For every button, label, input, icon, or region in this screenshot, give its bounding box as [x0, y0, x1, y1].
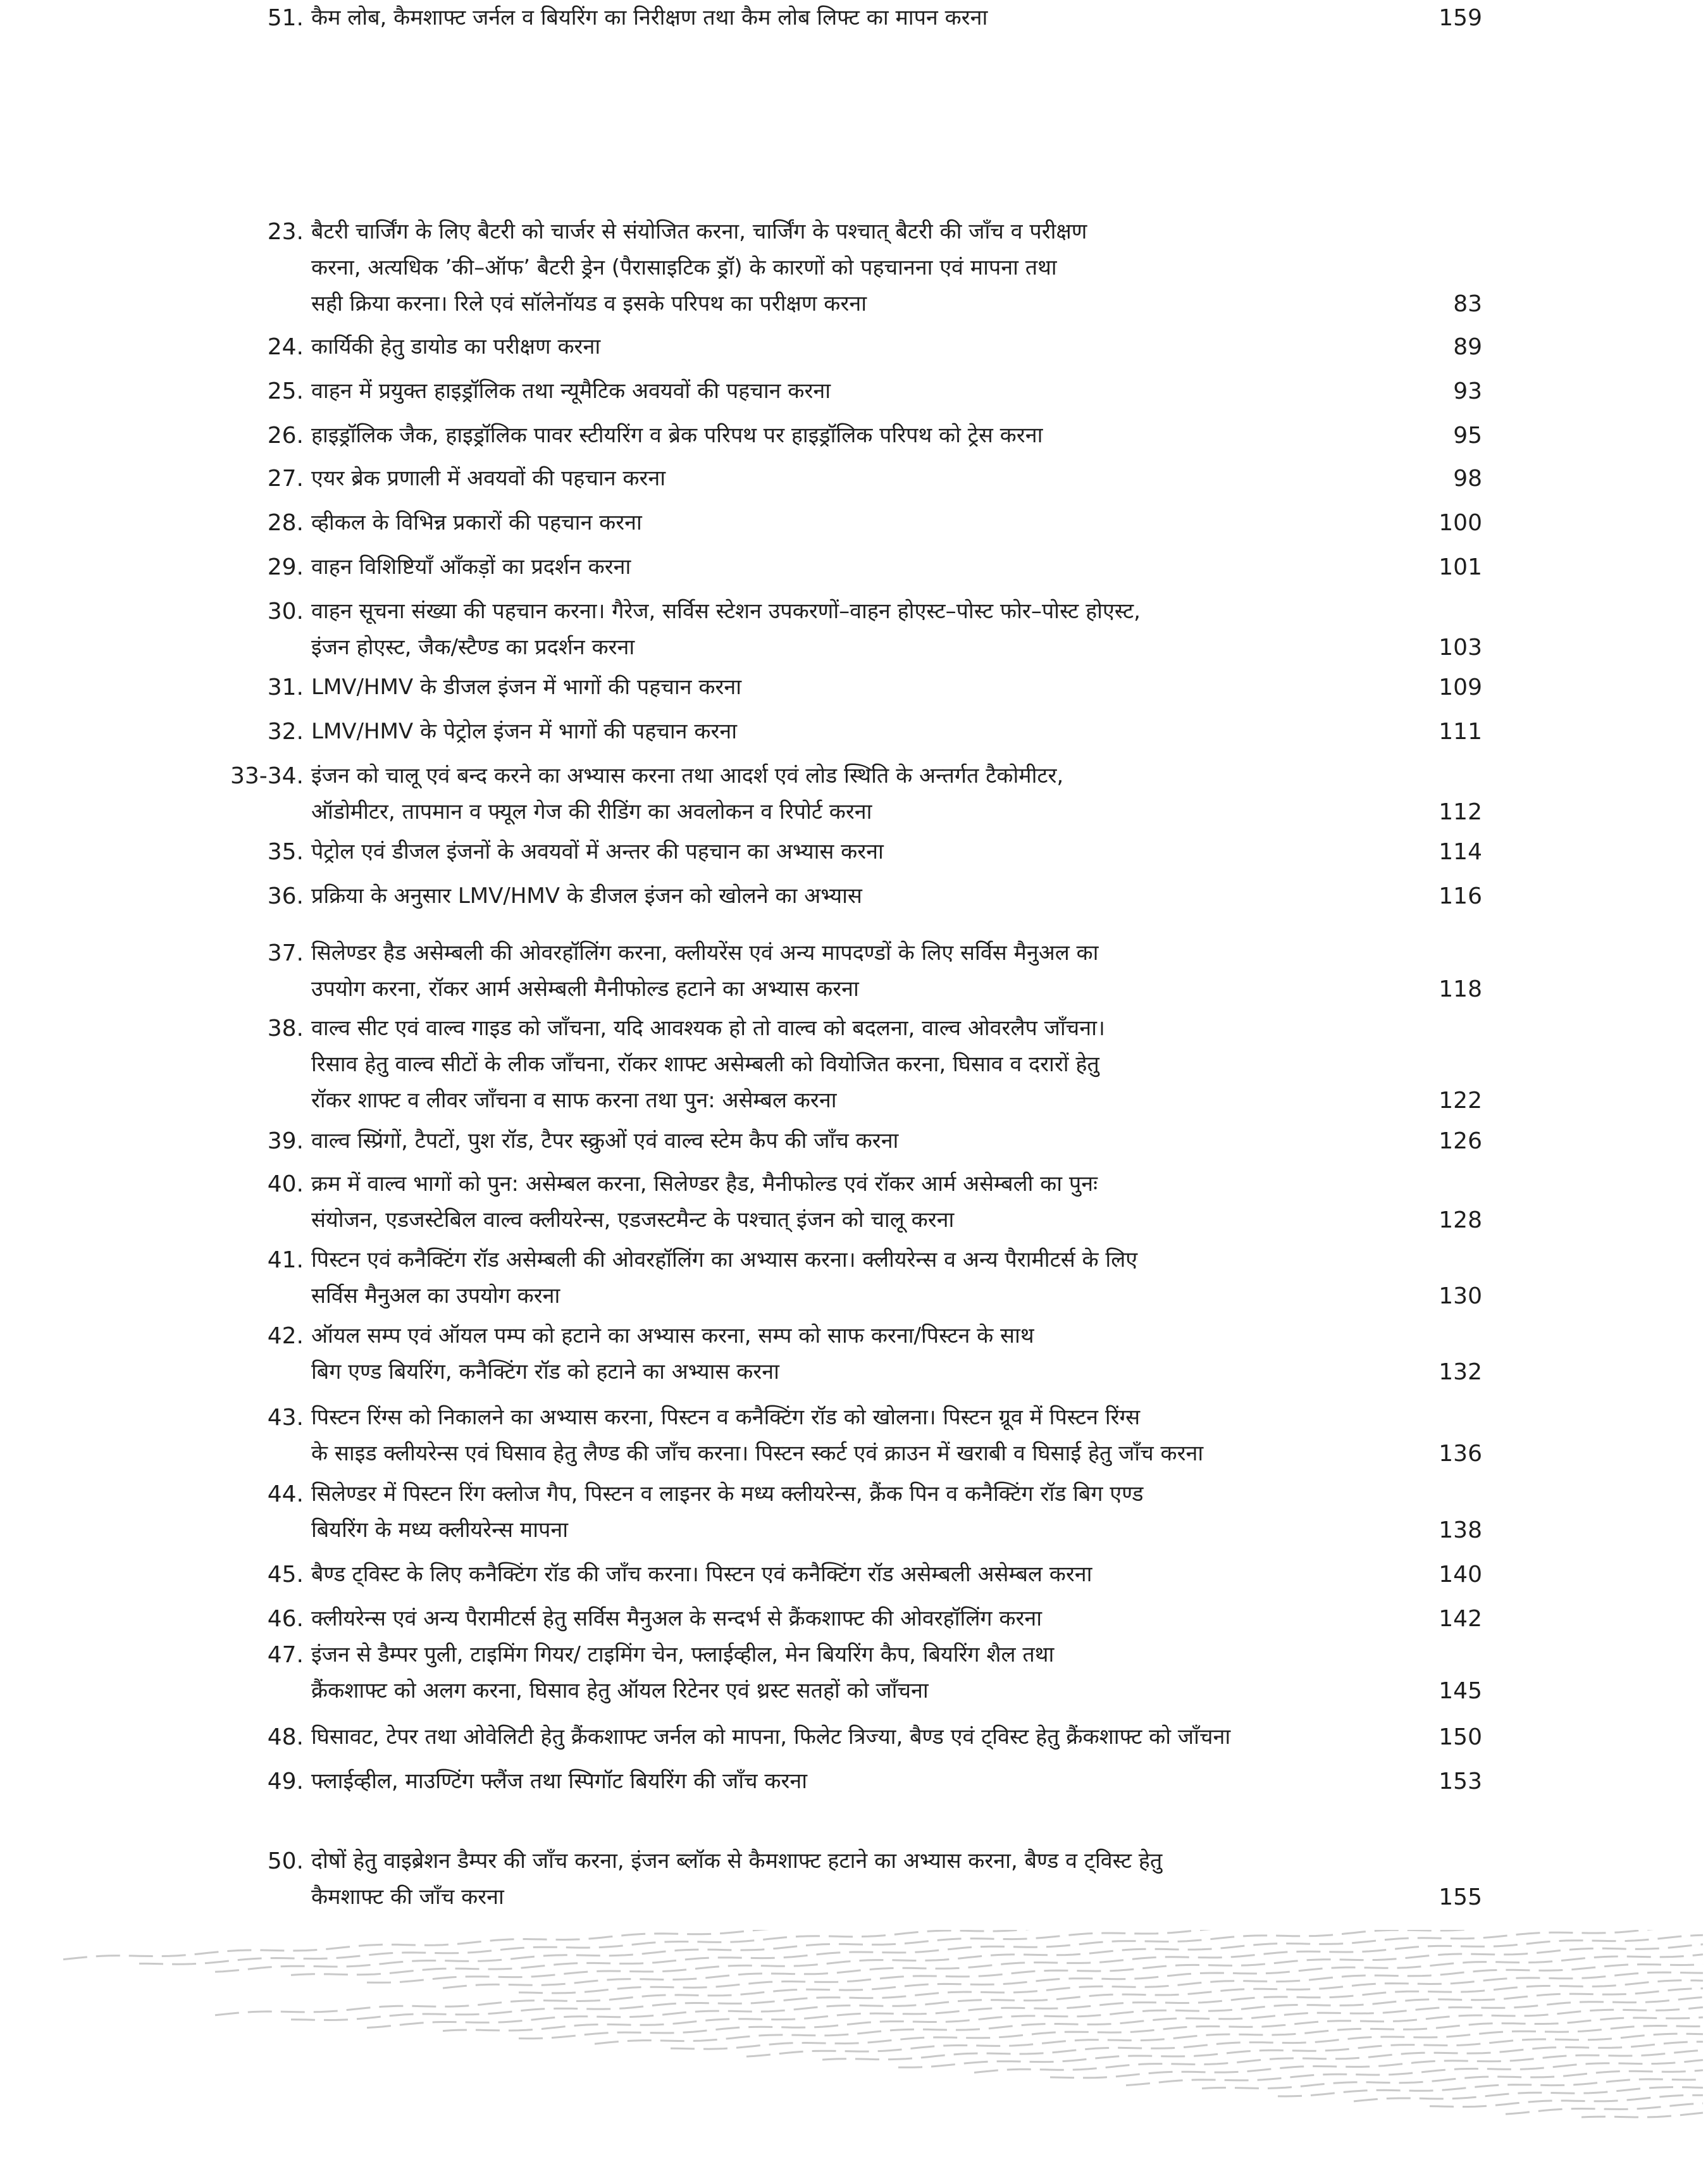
decorative-wave-line: [291, 1964, 1703, 2020]
entry-page-number: 140: [1439, 1562, 1482, 1588]
entry-title-line: के साइड क्लीयरेन्स एवं घिसाव हेतु लैण्ड की जाँच करना। पिस्टन स्कर्ट एवं क्राउन में खराबी व घिसाई हेतु जाँच करना: [311, 1441, 1204, 1466]
entry-title-line: सर्विस मैनुअल का उपयोग करना: [311, 1283, 560, 1309]
decorative-wave-line: [215, 1930, 1703, 1972]
entry-title-line: वाहन में प्रयुक्त हाइड्रॉलिक तथा न्यूमैटिक अवयवों की पहचान करना: [311, 378, 831, 404]
entry-number: 35.: [267, 839, 304, 865]
entry-number: 51.: [267, 5, 304, 31]
entry-page-number: 98: [1453, 466, 1482, 492]
entry-number: 33-34.: [230, 763, 304, 789]
decorative-wave-line: [367, 1930, 1703, 1982]
entry-title-line: बैण्ड ट्विस्ट के लिए कनैक्टिंग रॉड की जाँच करना। पिस्टन एवं कनैक्टिंग रॉड असेम्बली असेम्बल करना: [311, 1562, 1092, 1587]
entry-title: [311, 1011, 1437, 1119]
entry-number: 36.: [267, 883, 304, 909]
decorative-wave-line: [746, 2017, 1703, 2056]
entry-title-line: इंजन से डैम्पर पुली, टाइमिंग गियर/ टाइमिंग चेन, फ्लाईव्हील, मेन बियरिंग कैप, बियरिंग शैल तथा: [311, 1642, 1055, 1667]
entry-number: 41.: [267, 1247, 304, 1273]
entry-page-number: 122: [1439, 1088, 1482, 1114]
entry-title: [311, 1166, 1437, 1238]
entry-page-number: 103: [1439, 635, 1482, 661]
entry-title: [311, 594, 1437, 666]
entry-number: 45.: [267, 1562, 304, 1588]
entry-page-number: 89: [1453, 334, 1482, 360]
entry-page-number: 100: [1439, 510, 1482, 536]
entry-number: 27.: [267, 466, 304, 492]
entry-title-line: सही क्रिया करना। रिले एवं सॉलेनॉयड व इसके परिपथ का परीक्षण करना: [311, 291, 867, 316]
entry-page-number: 142: [1439, 1606, 1482, 1632]
entry-title-line: वाल्व सीट एवं वाल्व गाइड को जाँचना, यदि आवश्यक हो तो वाल्व को बदलना, वाल्व ओवरलैप जाँचना।: [311, 1016, 1105, 1041]
entry-title: [311, 1476, 1437, 1548]
entry-title-line: प्रक्रिया के अनुसार LMV/HMV के डीजल इंजन को खोलने का अभ्यास: [311, 883, 862, 909]
entry-title-line: करना, अत्यधिक ’की–ऑफ’ बैटरी ड्रेन (पैरासाइटिक ड्रॉ) के कारणों को पहचानना एवं मापना तथा: [311, 255, 1057, 280]
entry-title-line: हाइड्रॉलिक जैक, हाइड्रॉलिक पावर स्टीयरिंग व ब्रेक परिपथ पर हाइड्रॉलिक परिपथ को ट्रेस करना: [311, 423, 1043, 448]
entry-page-number: 83: [1453, 291, 1482, 317]
entry-title-line: क्रैंकशाफ्ट को अलग करना, घिसाव हेतु ऑयल रिटेनर एवं थ्रस्ट सतहों को जाँचना: [311, 1678, 929, 1703]
entry-title: [311, 1400, 1437, 1472]
entry-title-line: बियरिंग के मध्य क्लीयरेन्स मापना: [311, 1517, 569, 1543]
entry-title-line: पिस्टन रिंग्स को निकालने का अभ्यास करना, पिस्टन व कनैक्टिंग रॉड को खोलना। पिस्टन ग्रूव में पिस्टन रिंग्स: [311, 1405, 1141, 1430]
entry-title: [311, 505, 1437, 541]
decorative-wave-line: [1354, 2087, 1703, 2101]
entry-title: [311, 1123, 1437, 1159]
entry-number: 26.: [267, 423, 304, 449]
entry-page-number: 95: [1453, 423, 1482, 449]
entry-title-line: कार्यिकी हेतु डायोड का परीक्षण करना: [311, 334, 601, 359]
entry-number: 29.: [267, 554, 304, 580]
entry-title-line: रॉकर शाफ्ट व लीवर जाँचना व साफ करना तथा पुन: असेम्बल करना: [311, 1088, 837, 1113]
entry-page-number: 132: [1439, 1359, 1482, 1385]
entry-number: 31.: [267, 675, 304, 700]
entry-page-number: 114: [1439, 839, 1482, 865]
decorative-wave-line: [595, 1997, 1703, 2044]
entry-page-number: 111: [1439, 719, 1482, 745]
entry-title: [311, 669, 1437, 706]
entry-title: [311, 0, 1437, 36]
entry-title: [311, 1557, 1437, 1593]
entry-title-line: इंजन को चालू एवं बन्द करने का अभ्यास करना तथा आदर्श एवं लोड स्थिति के अन्तर्गत टैकोमीटर,: [311, 763, 1064, 788]
entry-title: [311, 549, 1437, 585]
decorative-wave-line: [822, 2026, 1703, 2060]
entry-title-line: ऑडोमीटर, तापमान व फ्यूल गेज की रीडिंग का अवलोकन व रिपोर्ट करना: [311, 799, 872, 824]
entry-page-number: 136: [1439, 1441, 1482, 1467]
entry-title-line: घिसावट, टेपर तथा ओवेलिटी हेतु क्रैंकशाफ्ट जर्नल को मापना, फिलेट त्रिज्या, बैण्ड एवं ट्विस्ट हेतु क्रैंकशाफ्ट को जाँचना: [311, 1724, 1231, 1750]
entry-title-line: LMV/HMV के डीजल इंजन में भागों की पहचान करना: [311, 675, 742, 700]
entry-number: 24.: [267, 334, 304, 360]
decorative-wave-line: [1506, 2103, 1703, 2114]
entry-title-line: दोषों हेतु वाइब्रेशन डैम्पर की जाँच करना, इंजन ब्लॉक से कैमशाफ्ट हटाने का अभ्यास करना, बैण्ड व ट्विस्ट हेतु: [311, 1848, 1163, 1874]
entry-number: 48.: [267, 1724, 304, 1750]
entry-page-number: 145: [1439, 1678, 1482, 1704]
entry-title: [311, 418, 1437, 454]
entry-number: 50.: [267, 1848, 304, 1874]
entry-page-number: 112: [1439, 799, 1482, 825]
entry-title: [311, 214, 1437, 322]
entry-title: [311, 1763, 1437, 1800]
entry-page-number: 138: [1439, 1517, 1482, 1543]
entry-page-number: 150: [1439, 1724, 1482, 1750]
entry-title-line: वाल्व स्प्रिंगों, टैपटों, पुश रॉड, टैपर स्क्रुओं एवं वाल्व स्टेम कैप की जाँच करना: [311, 1128, 899, 1154]
entry-page-number: 155: [1439, 1884, 1482, 1910]
decorative-wave-line: [1581, 2113, 1703, 2117]
entry-title-line: ऑयल सम्प एवं ऑयल पम्प को हटाने का अभ्यास करना, सम्प को साफ करना/पिस्टन के साथ: [311, 1323, 1034, 1348]
entry-page-number: 93: [1453, 378, 1482, 404]
entry-number: 40.: [267, 1171, 304, 1197]
entry-title-line: सिलेण्डर में पिस्टन रिंग क्लोज गैप, पिस्टन व लाइनर के मध्य क्लीयरेन्स, क्रैंक पिन व कनैक्टिंग रॉड बिग एण्ड: [311, 1481, 1144, 1507]
entry-title-line: पेट्रोल एवं डीजल इंजनों के अवयवों में अन्तर की पहचान का अभ्यास करना: [311, 839, 884, 864]
decorative-wave-line: [215, 1955, 1703, 2015]
entry-title-line: कैम लोब, कैमशाफ्ट जर्नल व बियरिंग का निरीक्षण तथा कैम लोब लिफ्ट का मापन करना: [311, 5, 988, 30]
entry-number: 44.: [267, 1481, 304, 1507]
entry-title-line: एयर ब्रेक प्रणाली में अवयवों की पहचान करना: [311, 466, 666, 491]
entry-title: [311, 878, 1437, 914]
entry-title-line: क्रम में वाल्व भागों को पुन: असेम्बल करना, सिलेण्डर हैड, मैनीफोल्ड एवं रॉकर आर्म असेम्बली का पुनः: [311, 1171, 1098, 1197]
entry-number: 46.: [267, 1606, 304, 1632]
entry-number: 37.: [267, 940, 304, 966]
entry-title-line: संयोजन, एडजस्टेबिल वाल्व क्लीयरेन्स, एडजस्टमैन्ट के पश्चात् इंजन को चालू करना: [311, 1207, 955, 1233]
entry-number: 28.: [267, 510, 304, 536]
entry-title-line: बैटरी चार्जिंग के लिए बैटरी को चार्जर से संयोजित करना, चार्जिंग के पश्चात् बैटरी की जाँच व परीक्षण: [311, 219, 1087, 244]
entry-title: [311, 373, 1437, 409]
entry-page-number: 109: [1439, 675, 1482, 700]
decorative-wave-line: [898, 2034, 1703, 2067]
decorative-wave-line: [671, 2007, 1703, 2049]
entry-title: [311, 1318, 1437, 1390]
entry-title: [311, 329, 1437, 365]
entry-title: [311, 1637, 1437, 1709]
entry-title-line: पिस्टन एवं कनैक्टिंग रॉड असेम्बली की ओवरहॉलिंग का अभ्यास करना। क्लीयरेन्स व अन्य पैरामीटर्स के लिए: [311, 1247, 1138, 1272]
entry-number: 32.: [267, 719, 304, 745]
entry-number: 25.: [267, 378, 304, 404]
entry-title-line: सिलेण्डर हैड असेम्बली की ओवरहॉलिंग करना, क्लीयरेंस एवं अन्य मापदण्डों के लिए सर्विस मैनुअल का: [311, 940, 1099, 966]
decorative-wave-line: [974, 2042, 1703, 2073]
entry-title: [311, 1719, 1437, 1755]
entry-number: 42.: [267, 1323, 304, 1349]
entry-title: [311, 935, 1437, 1007]
entry-page-number: 153: [1439, 1769, 1482, 1794]
entry-number: 38.: [267, 1016, 304, 1042]
entry-title-line: क्लीयरेन्स एवं अन्य पैरामीटर्स हेतु सर्विस मैनुअल के सन्दर्भ से क्रैंकशाफ्ट की ओवरहॉलिंग करना: [311, 1606, 1043, 1631]
entry-title-line: उपयोग करना, रॉकर आर्म असेम्बली मैनीफोल्ड हटाने का अभ्यास करना: [311, 976, 859, 1002]
entry-title-line: फ्लाईव्हील, माउण्टिंग फ्लैंज तथा स्पिगॉट बियरिंग की जाँच करना: [311, 1769, 808, 1794]
entry-number: 23.: [267, 219, 304, 245]
entry-title-line: LMV/HMV के पेट्रोल इंजन में भागों की पहचान करना: [311, 719, 738, 744]
entry-page-number: 130: [1439, 1283, 1482, 1309]
entry-title-line: वाहन सूचना संख्या की पहचान करना। गैरेज, सर्विस स्टेशन उपकरणों–वाहन होएस्ट–पोस्ट फोर–पोस्ट होएस्ट,: [311, 599, 1141, 624]
entry-page-number: 128: [1439, 1207, 1482, 1233]
entry-title: [311, 758, 1437, 830]
entry-title-line: व्हीकल के विभिन्न प्रकारों की पहचान करना: [311, 510, 642, 535]
entry-page-number: 159: [1439, 5, 1482, 31]
entry-title: [311, 1601, 1437, 1637]
entry-title-line: रिसाव हेतु वाल्व सीटों के लीक जाँचना, रॉकर शाफ्ट असेम्बली को वियोजित करना, घिसाव व दरारों हेतु: [311, 1052, 1099, 1077]
entry-number: 47.: [267, 1642, 304, 1668]
entry-number: 43.: [267, 1405, 304, 1431]
entry-title: [311, 1242, 1437, 1314]
entry-page-number: 126: [1439, 1128, 1482, 1154]
entry-title: [311, 834, 1437, 870]
entry-number: 49.: [267, 1769, 304, 1794]
entry-number: 30.: [267, 599, 304, 625]
entry-page-number: 101: [1439, 554, 1482, 580]
entry-page-number: 118: [1439, 976, 1482, 1002]
entry-title: [311, 461, 1437, 497]
entry-title-line: वाहन विशिष्टियाँ आँकड़ों का प्रदर्शन करना: [311, 554, 631, 580]
decorative-wave-lines: [0, 1930, 1708, 2183]
entry-title: [311, 714, 1437, 750]
entry-number: 39.: [267, 1128, 304, 1154]
entry-title-line: बिग एण्ड बियरिंग, कनैक्टिंग रॉड को हटाने का अभ्यास करना: [311, 1359, 779, 1384]
entry-title-line: इंजन होएस्ट, जैक/स्टैण्ड का प्रदर्शन करना: [311, 635, 635, 660]
entry-title-line: कैमशाफ्ट की जाँच करना: [311, 1884, 504, 1910]
entry-title: [311, 1843, 1437, 1915]
entry-page-number: 116: [1439, 883, 1482, 909]
